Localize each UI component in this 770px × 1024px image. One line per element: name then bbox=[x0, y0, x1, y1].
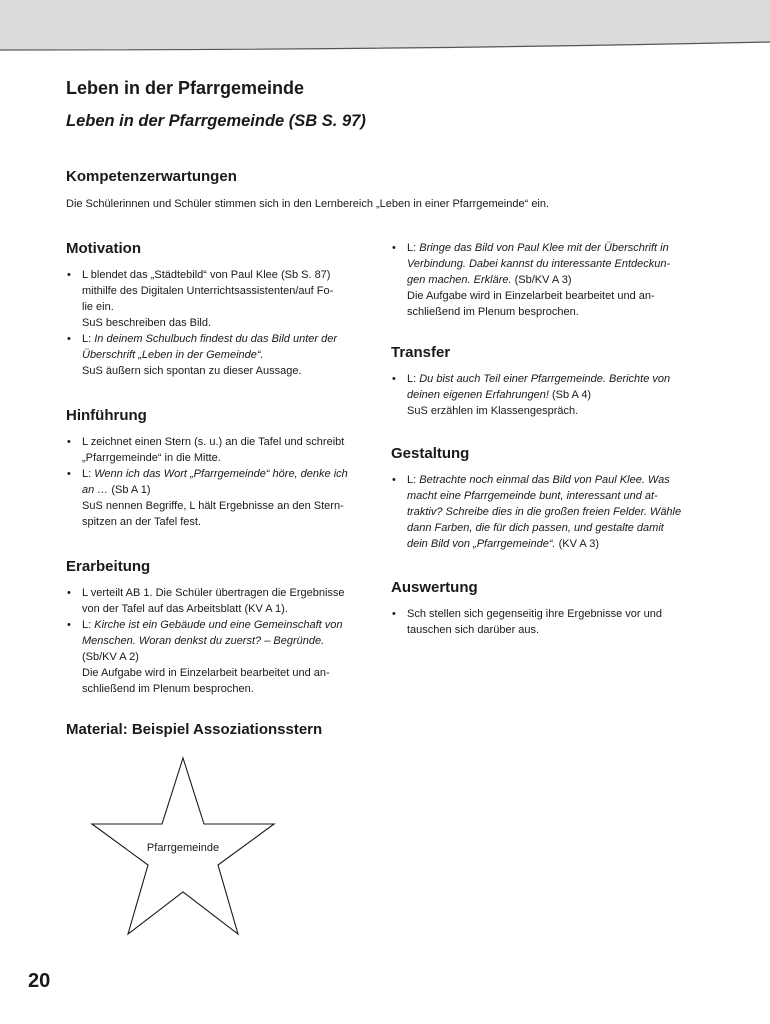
speaker-prefix: L: bbox=[407, 242, 420, 254]
page-title: Leben in der Pfarrgemeinde bbox=[66, 78, 305, 98]
text-line: Die Aufgabe wird in Einzelarbeit bearbeitet und an- bbox=[82, 667, 330, 679]
text-line: spitzen an der Tafel fest. bbox=[82, 516, 202, 528]
text-line: • L verteilt AB 1. Die Schüler übertragen die Ergebnisse bbox=[82, 587, 345, 599]
gestaltung-heading: Gestaltung bbox=[391, 445, 470, 462]
list-item bbox=[66, 466, 372, 530]
italic-text: Du bist auch Teil einer Pfarrgemeinde. Berichte von bbox=[419, 373, 671, 385]
list-item bbox=[66, 331, 372, 379]
italic-text: Kirche ist ein Gebäude und eine Gemeinschaft von bbox=[94, 619, 343, 631]
text-line: SuS äußern sich spontan zu dieser Aussage. bbox=[82, 365, 302, 377]
reference-text: (Sb/KV A 3) bbox=[511, 274, 572, 286]
italic-text: traktiv? Schreibe dies in die großen freien Felder. Wähle bbox=[407, 506, 682, 518]
list-item bbox=[66, 267, 372, 331]
text-line: lie ein. bbox=[82, 301, 114, 313]
italic-text: macht eine Pfarrgemeinde bunt, interessant und at- bbox=[407, 490, 658, 502]
italic-text: Verbindung. Dabei kannst du interessante Entdeckun- bbox=[407, 258, 671, 270]
auswertung-list bbox=[391, 606, 697, 638]
section-gestaltung bbox=[391, 445, 697, 552]
transfer-heading: Transfer bbox=[391, 344, 451, 361]
gestaltung-list bbox=[391, 472, 697, 552]
material-heading: Material: Beispiel Assoziationsstern bbox=[66, 721, 323, 738]
motivation-list bbox=[66, 267, 372, 379]
italic-text: In deinem Schulbuch findest du das Bild unter der bbox=[94, 333, 337, 345]
text-line: (Sb/KV A 2) bbox=[82, 651, 139, 663]
list-item bbox=[66, 434, 372, 466]
italic-text: Bringe das Bild von Paul Klee mit der Überschrift in bbox=[419, 242, 669, 254]
text-line: schließend im Plenum besprochen. bbox=[407, 306, 579, 318]
section-auswertung bbox=[391, 579, 697, 638]
text-line: von der Tafel auf das Arbeitsblatt (KV A 1). bbox=[82, 603, 288, 615]
list-item bbox=[391, 472, 697, 552]
italic-text: deinen eigenen Erfahrungen! bbox=[407, 389, 549, 401]
reference-text: (KV A 3) bbox=[555, 538, 599, 550]
right-top-list bbox=[391, 240, 697, 320]
italic-text: dein Bild von „Pfarrgemeinde“. bbox=[407, 538, 556, 550]
italic-text: gen machen. Erkläre. bbox=[407, 274, 512, 286]
section-hinfuehrung bbox=[66, 407, 372, 530]
kompetenz-heading: Kompetenzerwartungen bbox=[66, 168, 237, 185]
erarbeitung-list bbox=[66, 585, 372, 697]
text-line: schließend im Plenum besprochen. bbox=[82, 683, 254, 695]
hinfuehrung-list bbox=[66, 434, 372, 530]
list-item bbox=[391, 240, 697, 320]
association-star bbox=[88, 754, 278, 944]
text-line: Die Aufgabe wird in Einzelarbeit bearbeitet und an- bbox=[407, 290, 655, 302]
text-line: • Sch stellen sich gegenseitig ihre Ergebnisse vor und bbox=[407, 608, 662, 620]
left-column bbox=[66, 240, 372, 697]
section-erarbeitung bbox=[66, 558, 372, 697]
list-item bbox=[66, 585, 372, 617]
section-transfer bbox=[391, 344, 697, 419]
reference-text: (Sb A 1) bbox=[108, 484, 151, 496]
italic-text: Betrachte noch einmal das Bild von Paul Klee. Was bbox=[419, 474, 670, 486]
page-number: 20 bbox=[28, 970, 51, 992]
italic-text: dann Farben, die für dich passen, und gestalte damit bbox=[407, 522, 664, 534]
section-right-top bbox=[391, 240, 697, 320]
text-line: • L blendet das „Städtebild“ von Paul Klee (Sb S. 87) bbox=[82, 269, 331, 281]
text-line: tauschen sich darüber aus. bbox=[407, 624, 540, 636]
star-label: Pfarrgemeinde bbox=[146, 842, 220, 854]
page-subtitle: Leben in der Pfarrgemeinde (SB S. 97) bbox=[66, 112, 366, 130]
speaker-prefix: L: bbox=[407, 373, 420, 385]
motivation-heading: Motivation bbox=[66, 240, 141, 257]
kompetenz-text: Die Schülerinnen und Schüler stimmen sich in den Lernbereich „Leben in einer Pfarrgemeinde“ ein. bbox=[66, 198, 550, 210]
erarbeitung-heading: Erarbeitung bbox=[66, 558, 151, 575]
transfer-list bbox=[391, 371, 697, 419]
text-line: SuS nennen Begriffe, L hält Ergebnisse an den Stern- bbox=[82, 500, 344, 512]
right-column bbox=[391, 240, 697, 638]
reference-text: (Sb A 4) bbox=[548, 389, 592, 401]
list-item bbox=[391, 606, 697, 638]
text-line: SuS beschreiben das Bild. bbox=[82, 317, 212, 329]
speaker-prefix: L: bbox=[407, 474, 420, 486]
list-item bbox=[66, 617, 372, 697]
section-motivation bbox=[66, 240, 372, 379]
text-line: „Pfarrgemeinde“ in die Mitte. bbox=[82, 452, 221, 464]
speaker-prefix: L: bbox=[82, 468, 95, 480]
italic-text: Menschen. Woran denkst du zuerst? – Begründe. bbox=[82, 635, 325, 647]
text-line: • L zeichnet einen Stern (s. u.) an die Tafel und schreibt bbox=[82, 436, 345, 448]
italic-text: an … bbox=[82, 484, 109, 496]
hinfuehrung-heading: Hinführung bbox=[66, 407, 147, 424]
speaker-prefix: L: bbox=[82, 333, 95, 345]
top-band-shape bbox=[0, 0, 770, 60]
auswertung-heading: Auswertung bbox=[391, 579, 478, 596]
italic-text: Wenn ich das Wort „Pfarrgemeinde“ höre, denke ich bbox=[94, 468, 348, 480]
text-line: SuS erzählen im Klassengespräch. bbox=[407, 405, 579, 417]
text-line: mithilfe des Digitalen Unterrichtsassistenten/auf Fo- bbox=[82, 285, 334, 297]
top-band bbox=[0, 0, 770, 60]
speaker-prefix: L: bbox=[82, 619, 95, 631]
list-item bbox=[391, 371, 697, 419]
italic-text: Überschrift „Leben in der Gemeinde“. bbox=[82, 349, 264, 361]
